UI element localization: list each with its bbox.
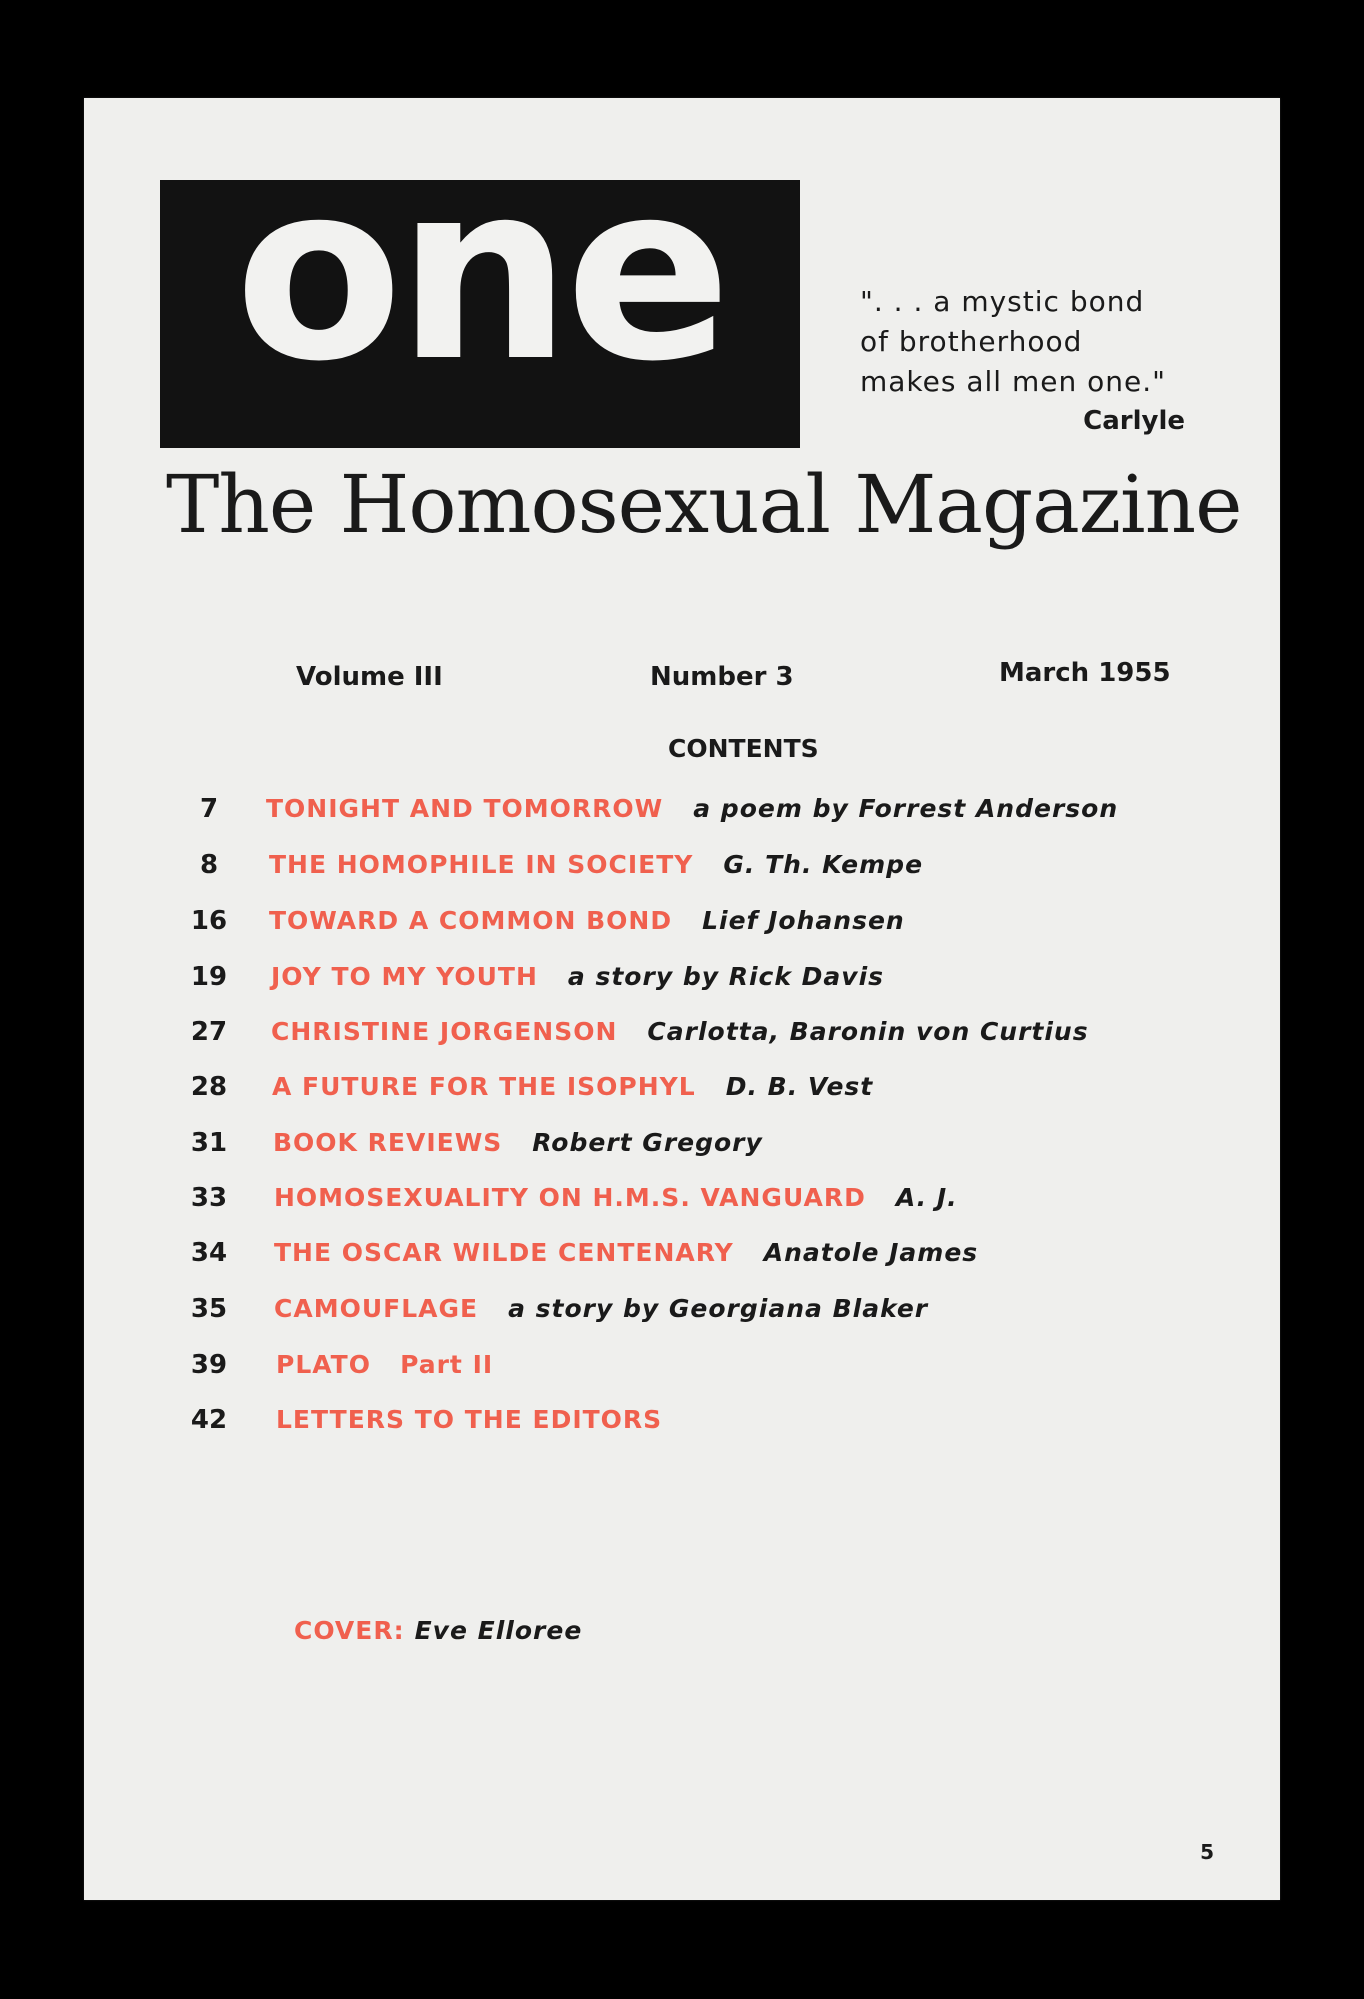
toc-title-text: TONIGHT AND TOMORROW xyxy=(266,794,664,823)
toc-author: Lief Johansen xyxy=(702,906,905,935)
magazine-subtitle: The Homosexual Magazine xyxy=(166,458,1242,551)
quote-line: of brotherhood xyxy=(860,325,1083,358)
toc-title-text: JOY TO MY YOUTH xyxy=(271,962,538,991)
quote-author: Carlyle xyxy=(1083,406,1185,436)
toc-title-text: TOWARD A COMMON BOND xyxy=(269,906,673,935)
toc-author: a story by Georgiana Blaker xyxy=(508,1294,929,1323)
toc-page-number: 27 xyxy=(190,1017,228,1047)
toc-title-text: THE OSCAR WILDE CENTENARY xyxy=(274,1238,734,1267)
toc-page-number: 7 xyxy=(199,794,219,824)
toc-author: a poem by Forrest Anderson xyxy=(693,794,1119,823)
cover-credit xyxy=(294,1616,582,1645)
toc-article-title xyxy=(269,850,923,879)
logo-wordmark: one xyxy=(234,180,726,415)
toc-author: Anatole James xyxy=(763,1238,979,1267)
toc-page-number: 39 xyxy=(190,1350,228,1380)
toc-title-text: THE HOMOPHILE IN SOCIETY xyxy=(269,850,694,879)
toc-author: Robert Gregory xyxy=(532,1128,763,1157)
magazine-page xyxy=(84,98,1280,1900)
toc-title-text: CHRISTINE JORGENSON xyxy=(271,1017,618,1046)
toc-page-number: 8 xyxy=(199,850,219,880)
cover-artist: Eve Elloree xyxy=(414,1616,583,1645)
toc-article-title xyxy=(274,1238,978,1267)
toc-page-number: 35 xyxy=(190,1294,228,1324)
toc-title-text: BOOK REVIEWS xyxy=(273,1128,503,1157)
toc-article-title xyxy=(271,962,884,991)
toc-page-number: 19 xyxy=(190,962,228,992)
toc-title-text: CAMOUFLAGE xyxy=(274,1294,479,1323)
toc-page-number: 31 xyxy=(190,1128,228,1158)
toc-page-number: 16 xyxy=(190,906,228,936)
toc-article-title xyxy=(276,1405,662,1434)
toc-author: Carlotta, Baronin von Curtius xyxy=(647,1017,1089,1046)
toc-title-text: LETTERS TO THE EDITORS xyxy=(276,1405,663,1434)
toc-page-number: 34 xyxy=(190,1238,228,1268)
toc-author: G. Th. Kempe xyxy=(723,850,924,879)
page-number: 5 xyxy=(1200,1840,1214,1864)
toc-title-text: PLATO Part II xyxy=(276,1350,494,1379)
toc-title-text: A FUTURE FOR THE ISOPHYL xyxy=(272,1072,696,1101)
toc-page-number: 28 xyxy=(190,1072,228,1102)
toc-title-text: HOMOSEXUALITY ON H.M.S. VANGUARD xyxy=(274,1183,866,1212)
quote-line: ". . . a mystic bond xyxy=(860,285,1145,318)
issue-date: March 1955 xyxy=(999,658,1171,688)
toc-article-title xyxy=(273,1128,763,1157)
toc-article-title xyxy=(271,1017,1089,1046)
toc-page-number: 42 xyxy=(190,1405,228,1435)
toc-author: D. B. Vest xyxy=(725,1072,874,1101)
toc-article-title xyxy=(269,906,905,935)
toc-author: a story by Rick Davis xyxy=(567,962,885,991)
contents-heading: CONTENTS xyxy=(668,734,819,763)
toc-article-title xyxy=(274,1183,958,1212)
cover-label: COVER: xyxy=(294,1616,405,1645)
issue-volume: Volume III xyxy=(296,662,443,692)
toc-article-title xyxy=(266,794,1118,823)
toc-article-title xyxy=(276,1350,493,1379)
table-of-contents xyxy=(84,98,1280,1900)
quote-line: makes all men one." xyxy=(860,365,1167,398)
toc-author: A. J. xyxy=(895,1183,958,1212)
issue-number: Number 3 xyxy=(650,662,794,692)
toc-article-title xyxy=(272,1072,873,1101)
toc-page-number: 33 xyxy=(190,1183,228,1213)
toc-article-title xyxy=(274,1294,928,1323)
